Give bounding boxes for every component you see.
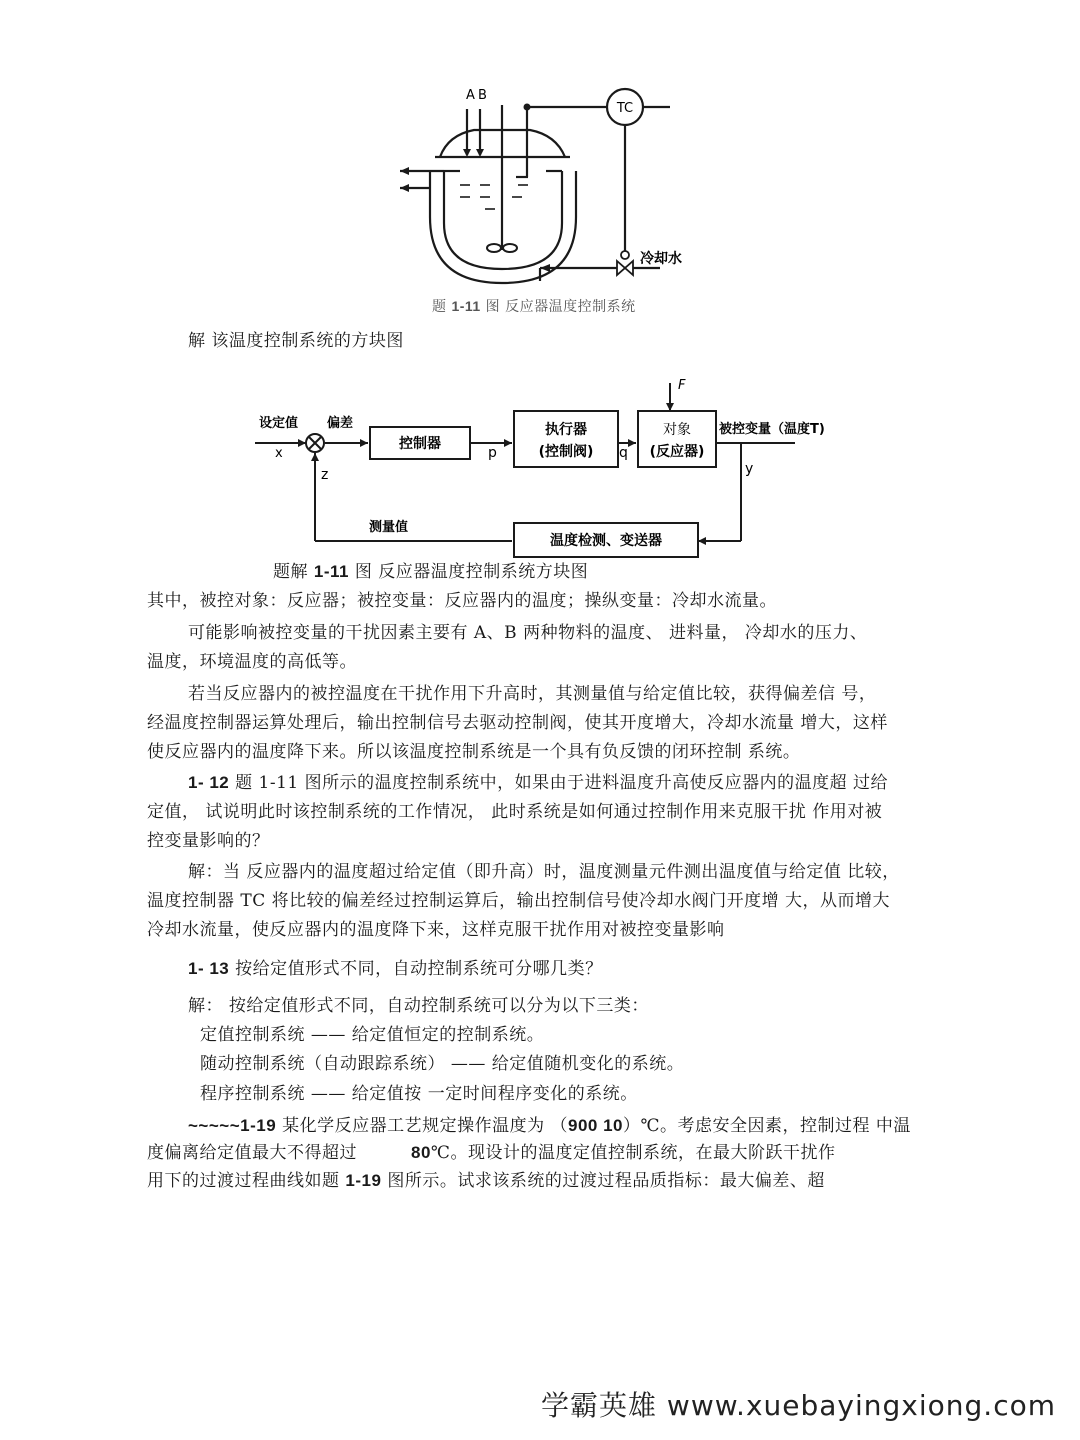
class-2: 随动控制系统（自动跟踪系统） —— 给定值随机变化的系统。 (200, 1054, 685, 1074)
answer-12-line-1: 解：当 反应器内的温度超过给定值（即升高）时，温度测量元件测出温度值与给定值 比较， (188, 862, 900, 882)
class-3: 程序控制系统 —— 给定值按 一定时间程序变化的系统。 (200, 1084, 638, 1104)
answer-13: 解： 按给定值形式不同，自动控制系统可以分为以下三类： (188, 996, 649, 1016)
para-1: 其中，被控对象：反应器；被控变量：反应器内的温度；操纵变量：冷却水流量。 (147, 591, 777, 611)
object-label-1: 对象 (663, 422, 691, 438)
tc-label: TC (616, 101, 634, 116)
p-label: p (488, 445, 497, 461)
question-19-line-2: 度偏离给定值最大不得超过 80℃。现设计的温度定值控制系统，在最大阶跃干扰作 (147, 1143, 836, 1163)
error-label: 偏差 (327, 416, 354, 431)
sensor-label: 温度检测、变送器 (550, 533, 662, 549)
measured-label: 测量值 (369, 520, 409, 535)
controlled-variable-label: 被控变量（温度T) (719, 422, 825, 437)
watermark: 学霸英雄 www.xuebayingxiong.com (541, 1389, 1056, 1422)
para-3b: 经温度控制器运算处理后，输出控制信号去驱动控制阀，使其开度增大，冷却水流量 增大，这样 (147, 713, 888, 733)
feed-b-arrow (476, 149, 484, 157)
disturbance-label: F (678, 378, 686, 393)
para-3a: 若当反应器内的被控温度在干扰作用下升高时，其测量值与给定值比较，获得偏差信 号， (188, 684, 877, 704)
feed-a-label: A (466, 88, 475, 103)
fig1-caption: 题 1-11 图 反应器温度控制系统 (432, 298, 636, 315)
para-2b: 温度，环境温度的高低等。 (147, 652, 357, 672)
actuator-label-1: 执行器 (545, 422, 587, 438)
para-2a: 可能影响被控变量的干扰因素主要有 A、B 两种物料的温度、 进料量， 冷却水的压力、 (188, 623, 868, 643)
actuator-label-2: (控制阀) (538, 444, 594, 460)
z-label: z (321, 467, 329, 483)
control-valve-icon (617, 251, 633, 275)
setpoint-label: 设定值 (259, 416, 299, 431)
block-diagram (255, 375, 855, 565)
x-label: x (275, 446, 283, 461)
answer-12-line-3: 冷却水流量，使反应器内的温度降下来，这样克服干扰作用对被控变量影响 (147, 920, 725, 940)
object-label-2: (反应器) (649, 444, 705, 460)
outlet-arrow-1 (400, 167, 409, 175)
question-12-line-2: 定值， 试说明此时该控制系统的工作情况， 此时系统是如何通过控制作用来克服干扰 作用对被 (147, 802, 883, 822)
outlet-arrow-2 (400, 184, 409, 192)
feed-a-arrow (463, 149, 471, 157)
feed-b-label: B (478, 88, 487, 103)
reactor-schematic (400, 85, 700, 300)
para-3c: 使反应器内的温度降下来。所以该温度控制系统是一个具有负反馈的闭环控制 系统。 (147, 742, 801, 762)
y-label: y (745, 461, 754, 477)
question-12-line-3: 控变量影响的？ (147, 831, 270, 851)
question-13: 1- 13 按给定值形式不同，自动控制系统可分哪几类？ (188, 959, 603, 979)
question-19-line-1: ~~~~~1-19 某化学反应器工艺规定操作温度为 （900 10）℃。考虑安全因素，控制过程 中温 (188, 1116, 911, 1136)
question-12-line-1: 1- 12 题 1-11 图所示的温度控制系统中，如果由于进料温度升高使反应器内的温度超 过给 (188, 773, 889, 793)
controller-label: 控制器 (399, 436, 441, 452)
cooling-water-label: 冷却水 (640, 251, 682, 267)
fig2-caption: 题解 1-11 图 反应器温度控制系统方块图 (273, 562, 589, 582)
answer-12-line-2: 温度控制器 TC 将比较的偏差经过控制运算后，输出控制信号使冷却水阀门开度增 大，从而增大 (147, 891, 891, 911)
solution-intro: 解 该温度控制系统的方块图 (188, 331, 404, 351)
question-19-line-3: 用下的过渡过程曲线如题 1-19 图所示。试求该系统的过渡过程品质指标：最大偏差、超 (147, 1171, 825, 1191)
q-label: q (619, 445, 628, 461)
class-1: 定值控制系统 —— 给定值恒定的控制系统。 (200, 1025, 545, 1045)
